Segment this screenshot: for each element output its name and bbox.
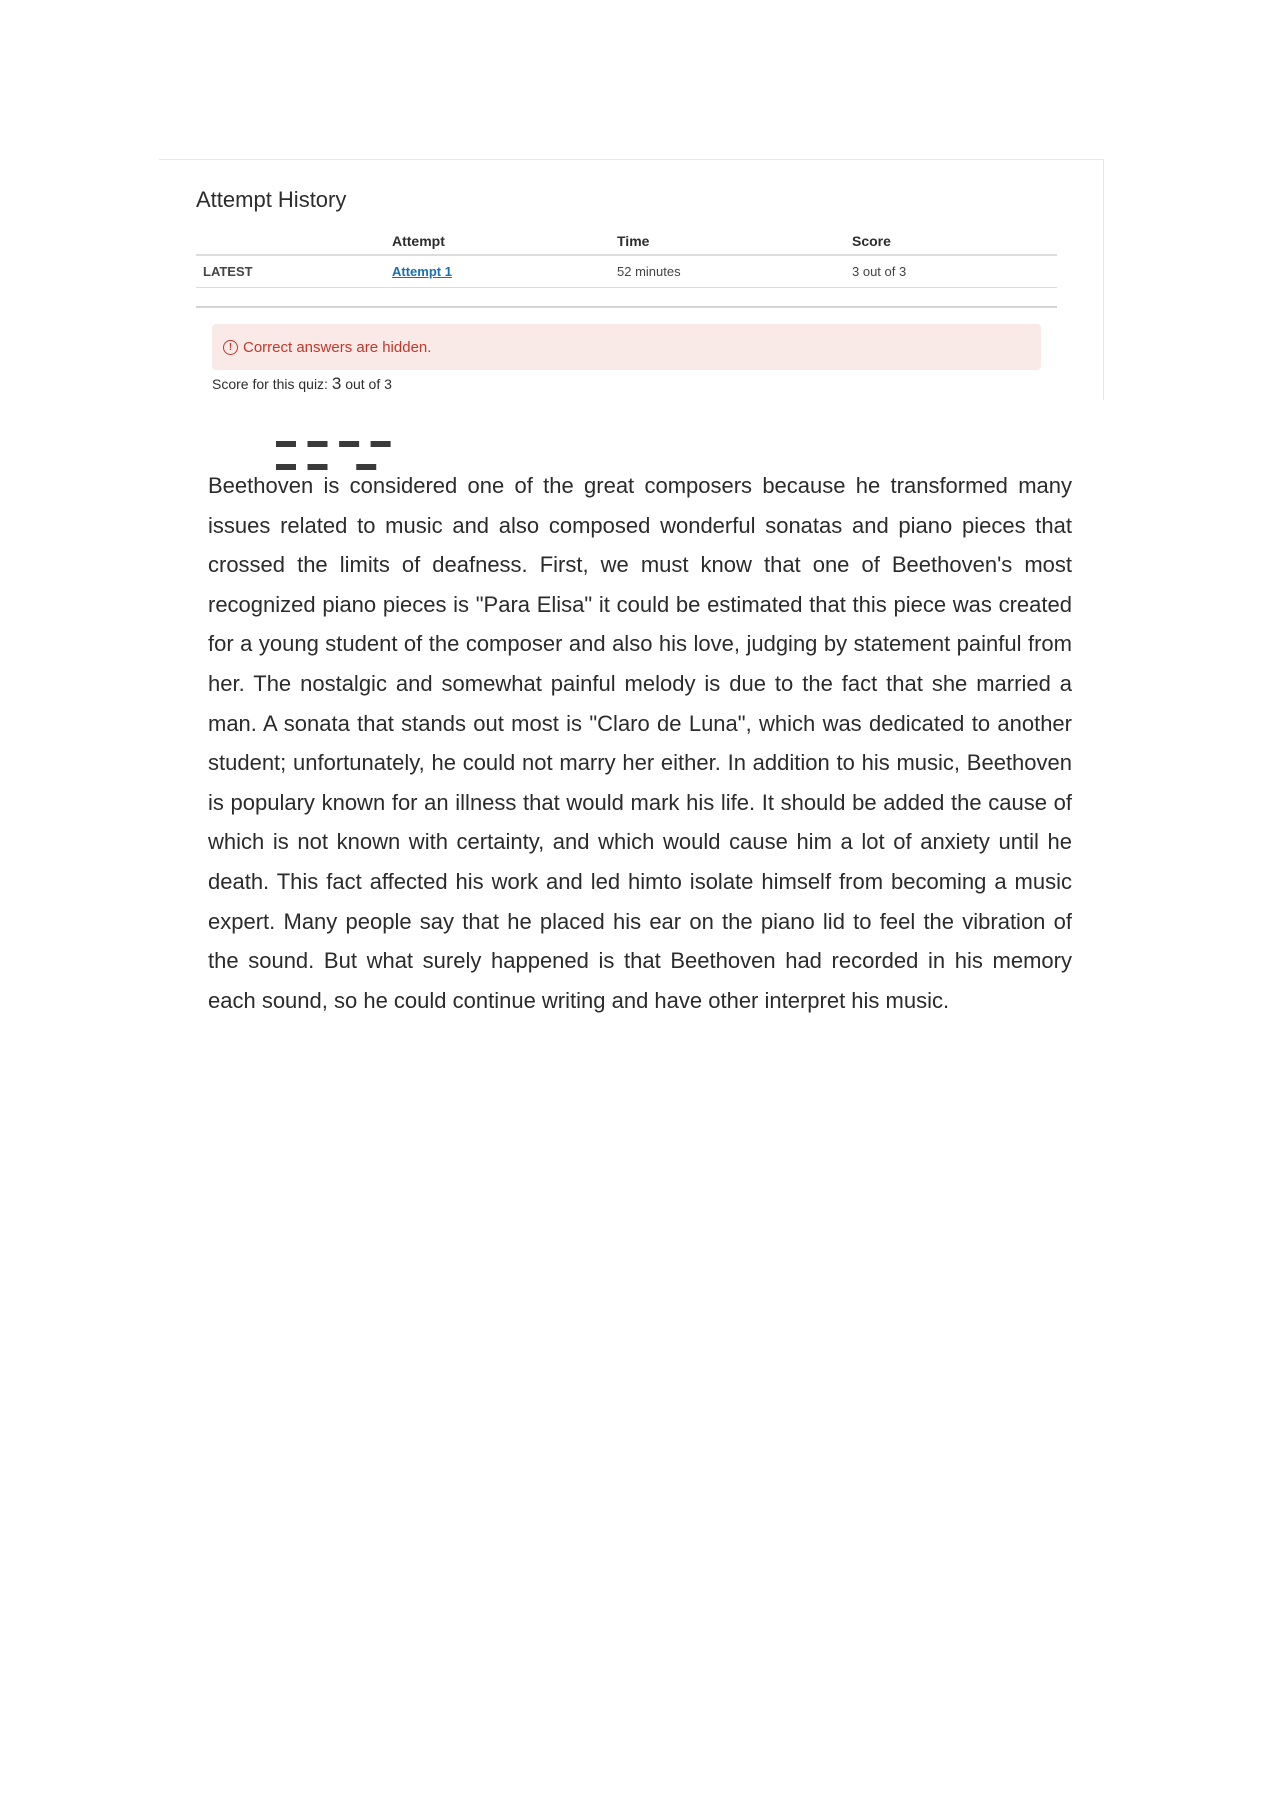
quiz-score-line — [212, 374, 392, 394]
cropped-heading-remnant: ▬ ▬ ▬ ▬ ▬ ▬ ▬ — [276, 430, 394, 475]
attempt-1-link[interactable]: Attempt 1 — [392, 264, 452, 279]
attempt-history-table — [196, 228, 1057, 288]
alert-text: Correct answers are hidden. — [243, 338, 432, 356]
score-cell: 3 out of 3 — [852, 255, 1057, 288]
alert-circle-icon: ! — [223, 340, 238, 355]
correct-answers-hidden-alert — [212, 324, 1041, 370]
score-value: 3 — [331, 374, 342, 393]
header-attempt: Attempt — [392, 228, 617, 255]
attempt-cell — [392, 255, 617, 288]
latest-label: LATEST — [196, 255, 392, 288]
table-row — [196, 255, 1057, 288]
header-score: Score — [852, 228, 1057, 255]
section-divider — [196, 306, 1057, 308]
table-header-row — [196, 228, 1057, 255]
attempt-history-title: Attempt History — [196, 187, 347, 212]
score-suffix: out of 3 — [345, 376, 392, 392]
time-cell: 52 minutes — [617, 255, 852, 288]
quiz-results-panel — [159, 159, 1104, 400]
essay-paragraph: Beethoven is considered one of the great composers because he transformed many issues related to music and also composed wonderful sonatas and piano pieces that crossed the limits of deafness. First, we must know that one of Beethoven's most recognized piano pieces is "Para Elisa" it could be estimated that this piece was created for a young student of the composer and also his love, judging by statement painful from her. The nostalgic and somewhat painful melody is due to the fact that she married a man. A sonata that stands out most is "Claro de Luna", which was dedicated to another student; unfortunately, he could not marry her either. In addition to his music, Beethoven is populary known for an illness that would mark his life. It should be added the cause of which is not known with certainty, and which would cause him a lot of anxiety until he death. This fact affected his work and led himto isolate himself from becoming a music expert. Many people say that he placed his ear on the piano lid to feel the vibration of the sound. But what surely happened is that Beethoven had recorded in his memory each sound, so he could continue writing and have other interpret his music. — [208, 473, 1072, 1013]
header-label — [196, 228, 392, 255]
score-label: Score for this quiz: — [212, 376, 328, 392]
header-time: Time — [617, 228, 852, 255]
